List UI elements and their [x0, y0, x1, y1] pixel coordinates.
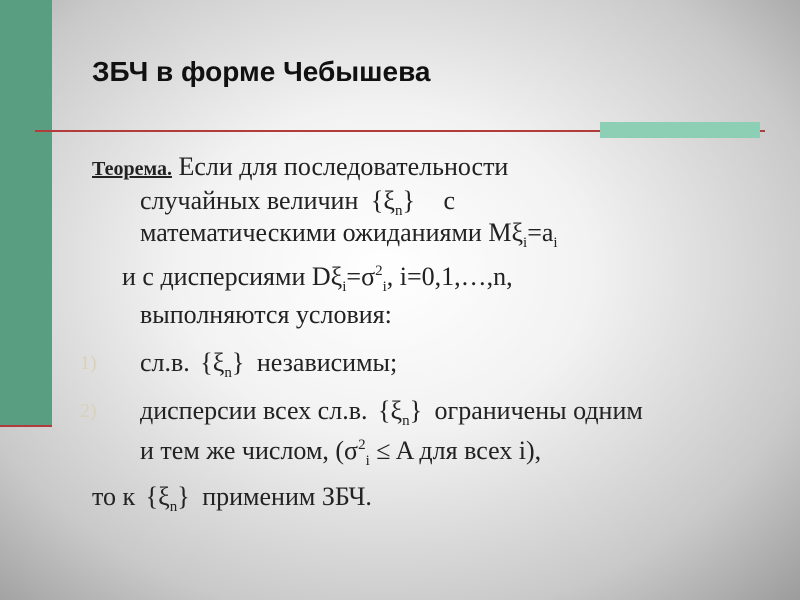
condition-2-line-2-post: ≤ A для всех i), — [369, 436, 542, 465]
condition-1-post: независимы; — [256, 348, 398, 377]
theorem-line-2-post: с — [443, 186, 455, 215]
theorem-line-5: выполняются условия: — [140, 300, 392, 329]
condition-2-line-2-text: и тем же числом, (σ — [140, 436, 359, 465]
theorem-line-3-eq: =a — [527, 218, 554, 247]
decorative-green-bar — [0, 0, 52, 425]
subscript-i: i — [382, 279, 387, 295]
brace-close: } — [177, 482, 190, 511]
theorem-label: Теорема. — [92, 158, 172, 180]
condition-2-line-2 — [140, 436, 542, 469]
condition-1-text: сл.в. — [140, 348, 190, 377]
condition-2-text: дисперсии всех сл.в. — [140, 396, 368, 425]
theorem-line-3 — [140, 218, 558, 251]
subscript-n: n — [402, 413, 410, 429]
theorem-line-2 — [140, 186, 455, 219]
brace-close: } — [402, 186, 415, 215]
list-marker-2: 2) — [80, 400, 97, 422]
conclusion-post: применим ЗБЧ. — [202, 482, 372, 511]
subscript-i: i — [365, 453, 370, 469]
condition-2-post: ограничены одним — [434, 396, 643, 425]
condition-1 — [140, 348, 398, 381]
slide-title: ЗБЧ в форме Чебышева — [92, 56, 431, 87]
subscript-n: n — [224, 365, 232, 381]
brace-open: { — [200, 348, 213, 377]
theorem-line-2-text: случайных величин — [140, 186, 359, 215]
list-marker-1: 1) — [80, 352, 97, 374]
xi-symbol: ξ — [390, 396, 403, 425]
superscript-2: 2 — [375, 263, 383, 279]
title-underline-green — [600, 122, 760, 138]
brace-close: } — [409, 396, 423, 425]
theorem-line-4-text: и с дисперсиями Dξ — [122, 262, 343, 291]
theorem-line-3-text: математическими ожиданиями Mξ — [140, 218, 524, 247]
condition-2-line-1 — [140, 396, 643, 429]
subscript-i: i — [523, 235, 528, 251]
brace-close: } — [231, 348, 245, 377]
conclusion — [92, 482, 372, 515]
brace-open: { — [377, 396, 391, 425]
theorem-line-1-text: Если для последовательности — [178, 152, 509, 181]
xi-symbol: ξ — [212, 348, 225, 377]
brace-open: { — [370, 186, 384, 215]
subscript-i: i — [553, 235, 558, 251]
theorem-line-4-eq: =σ — [346, 262, 376, 291]
xi-symbol: ξ — [383, 186, 395, 215]
superscript-2: 2 — [358, 437, 366, 453]
theorem-line-4-post: , i=0,1,…,n, — [386, 262, 513, 291]
subscript-n: n — [169, 499, 178, 515]
theorem-line-4 — [122, 262, 513, 295]
theorem-line-1 — [92, 152, 508, 184]
subscript-n: n — [394, 203, 403, 219]
decorative-red-line-left — [0, 425, 52, 427]
subscript-i: i — [342, 279, 347, 295]
conclusion-pre: то к — [92, 482, 136, 511]
brace-open: { — [145, 482, 159, 511]
xi-symbol: ξ — [158, 482, 170, 511]
